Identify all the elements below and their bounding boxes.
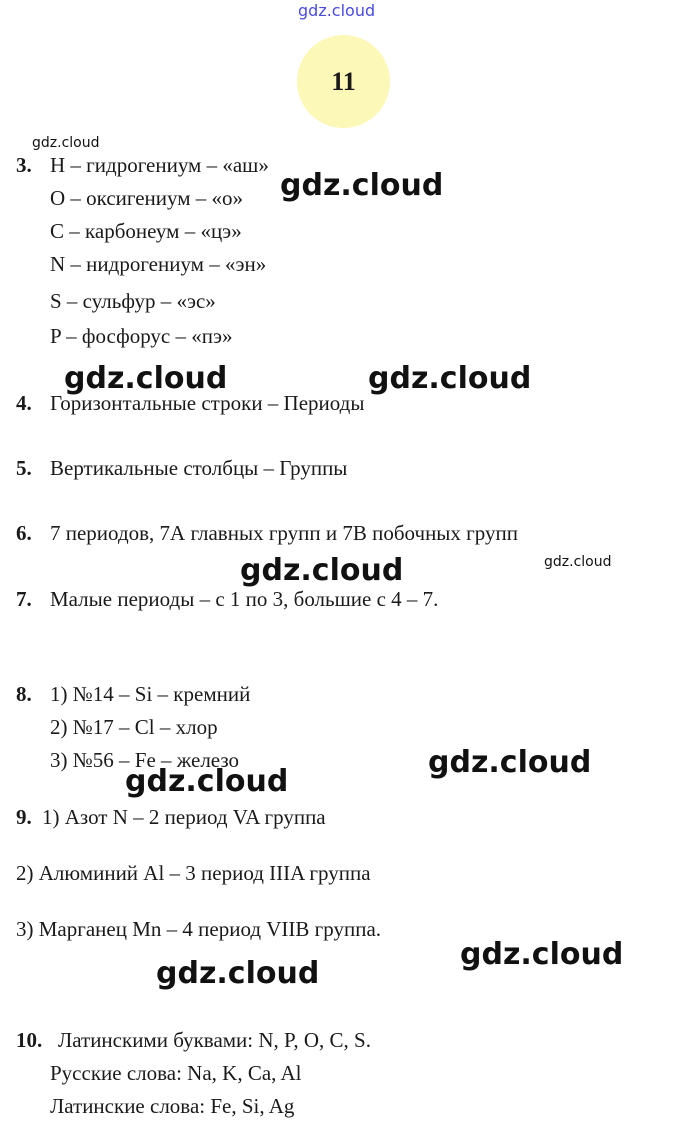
answer-3-number: 3. <box>16 153 32 177</box>
watermark-small-1: gdz.cloud <box>32 135 100 151</box>
answer-10-number: 10. <box>16 1028 43 1052</box>
answer-3-line-2: O – оксигениум – «о» <box>50 186 244 210</box>
answer-5-text: Вертикальные столбцы – Группы <box>50 456 348 480</box>
answer-10-line-3: Латинские слова: Fe, Si, Ag <box>50 1094 295 1118</box>
answer-4-number: 4. <box>16 391 32 415</box>
watermark-6: gdz.cloud <box>125 764 289 799</box>
watermark-8: gdz.cloud <box>156 956 320 991</box>
watermark-4: gdz.cloud <box>240 553 404 588</box>
answer-9-line-1: 1) Азот N – 2 период VA группа <box>42 805 326 829</box>
page-number: 11 <box>331 66 356 96</box>
answer-10-line-2: Русские слова: Na, K, Ca, Al <box>50 1061 302 1085</box>
answer-8-number: 8. <box>16 682 32 706</box>
answer-3-line-4: N – нидрогениум – «эн» <box>50 252 267 276</box>
answer-3-line-1: H – гидрогениум – «аш» <box>50 153 269 177</box>
answer-8-line-2: 2) №17 – Cl – хлор <box>50 715 218 739</box>
answer-4-text: Горизонтальные строки – Периоды <box>50 391 365 415</box>
watermark-5: gdz.cloud <box>428 745 592 780</box>
answer-6-text: 7 периодов, 7А главных групп и 7В побочных групп <box>50 521 518 545</box>
answer-6-number: 6. <box>16 521 32 545</box>
answer-3-line-5: S – сульфур – «эс» <box>50 289 216 313</box>
answer-8-line-1: 1) №14 – Si – кремний <box>50 682 251 706</box>
answer-5-number: 5. <box>16 456 32 480</box>
watermark-2: gdz.cloud <box>64 361 228 396</box>
watermark-1: gdz.cloud <box>280 168 444 203</box>
watermark-3: gdz.cloud <box>368 361 532 396</box>
answer-9-number: 9. <box>16 805 32 829</box>
answer-3-line-6: P – фосфорус – «пэ» <box>50 324 233 348</box>
watermark-7: gdz.cloud <box>460 937 624 972</box>
answer-7-text: Малые периоды – с 1 по 3, большие с 4 – 7. <box>50 587 439 611</box>
watermark-top: gdz.cloud <box>298 1 376 20</box>
watermark-small-2: gdz.cloud <box>544 554 612 570</box>
answer-9-line-2: 2) Алюминий Al – 3 период IIIA группа <box>16 861 371 885</box>
answer-10-line-1: Латинскими буквами: N, P, O, C, S. <box>58 1028 371 1052</box>
answer-3-line-3: C – карбонеум – «цэ» <box>50 219 242 243</box>
answer-9-line-3: 3) Марганец Mn – 4 период VIIB группа. <box>16 917 382 941</box>
answer-7-number: 7. <box>16 587 32 611</box>
answer-8-line-3: 3) №56 – Fe – железо <box>50 748 240 772</box>
